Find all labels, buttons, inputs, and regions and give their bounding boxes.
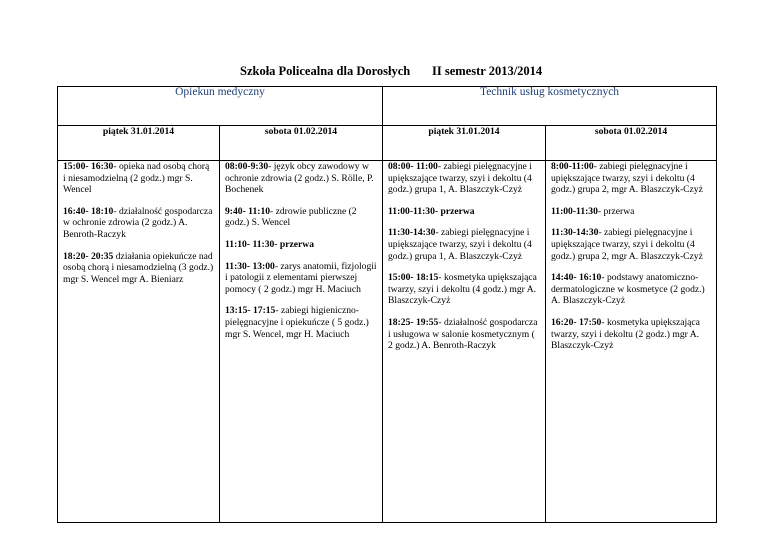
entry-text: - zabiegi pielęgnacyjne i upiększające twarzy, szyi i dekoltu (4 godz.) grupa 1, A. Blaszczyk-Czyż bbox=[388, 227, 532, 262]
entry-time: 11:30-14:30 bbox=[388, 227, 436, 239]
day-header: piątek 31.01.2014 bbox=[58, 126, 220, 161]
entry-time: 15:00- 16:30 bbox=[63, 161, 114, 172]
program-row bbox=[58, 87, 717, 126]
entry-time: 08:00-9:30 bbox=[225, 161, 269, 172]
day-header: sobota 01.02.2014 bbox=[546, 126, 717, 161]
schedule-entry bbox=[388, 227, 540, 262]
entry-time: 11:30- 13:00 bbox=[225, 260, 275, 272]
program-header-kosmetyka: Technik usług kosmetycznych bbox=[383, 87, 717, 126]
school-title: Szkoła Policealna dla Dorosłych bbox=[240, 64, 411, 78]
entry-time: 15:00- 18:15 bbox=[388, 272, 439, 284]
entry-time: 16:20- 17:50 bbox=[551, 316, 602, 328]
schedule-entry bbox=[63, 161, 214, 196]
schedule-cell bbox=[383, 161, 546, 523]
entry-text: - podstawy anatomiczno- dermatologiczne w kosmetyce (2 godz.) A. Blaszczyk-Czyż bbox=[551, 272, 705, 307]
schedule-table bbox=[57, 86, 717, 523]
entry-time: 9:40- 11:10 bbox=[225, 205, 271, 217]
schedule-entry bbox=[388, 272, 540, 307]
schedule-entry bbox=[388, 161, 540, 196]
entry-text: - kosmetyka upiększająca twarzy, szyi i dekoltu (2 godz.) mgr A. Blaszczyk-Czyż bbox=[551, 316, 700, 352]
entry-time: 14:40- 16:10 bbox=[551, 272, 602, 284]
entry-text: - zabiegi pielęgnacyjne i upiększające twarzy, szyi i dekoltu (4 godz.) grupa 2, mgr A. Blaszczyk-Czyż bbox=[551, 227, 703, 262]
entry-text: - zdrowie publiczne (2 godz.) S. Wencel bbox=[225, 205, 357, 229]
document-header bbox=[0, 64, 768, 80]
entry-text: - działalność gospodarcza w ochronie zdrowia (2 godz.) A. Benroth-Raczyk bbox=[63, 205, 213, 240]
schedule-entry bbox=[551, 206, 711, 218]
schedule-entry bbox=[225, 206, 377, 229]
semester-label: II semestr 2013/2014 bbox=[432, 64, 543, 78]
entry-time: 18:20- 20:35 bbox=[63, 250, 114, 262]
schedule-cell bbox=[58, 161, 220, 523]
entry-time: 11:30-14:30 bbox=[551, 227, 599, 239]
program-header-opiekun: Opiekun medyczny bbox=[58, 87, 383, 126]
day-header: sobota 01.02.2014 bbox=[220, 126, 383, 161]
entry-text: - zabiegi pielęgnacyjne i upiększające twarzy, szyi i dekoltu (4 godz.) grupa 1, A. Blaszczyk-Czyż bbox=[388, 161, 532, 196]
schedule-entry bbox=[225, 305, 377, 340]
schedule-entry bbox=[225, 261, 377, 296]
day-header: piątek 31.01.2014 bbox=[383, 126, 546, 161]
entry-text: - język obcy zawodowy w ochronie zdrowia (2 godz.) S. Rölle, P. Bochenek bbox=[225, 161, 374, 196]
schedule-entry bbox=[551, 317, 711, 352]
schedule-entry bbox=[63, 251, 214, 286]
days-row bbox=[58, 126, 717, 161]
schedule-entry bbox=[551, 161, 711, 196]
entry-time: 13:15- 17:15 bbox=[225, 305, 276, 317]
schedule-cell bbox=[546, 161, 717, 523]
content-row bbox=[58, 161, 717, 523]
entry-text: - przerwa bbox=[597, 205, 635, 217]
entry-text: działania opiekuńcze nad osobą chorą i niesamodzielną (3 godz.) mgr S. Wencel mgr A. Bieniarz bbox=[63, 250, 214, 285]
entry-time: 11:00-11:30 bbox=[551, 205, 598, 217]
entry-time: 18:25- 19:55 bbox=[388, 316, 439, 328]
entry-text: - kosmetyka upiększająca twarzy, szyi i dekoltu (4 godz.) mgr A. Blaszczyk-Czyż bbox=[388, 272, 537, 307]
entry-time: 16:40- 18:10 bbox=[63, 205, 114, 217]
schedule-entry bbox=[551, 272, 711, 307]
entry-text: - zabiegi higieniczno-pielęgnacyjne i opiekuńcze ( 5 godz.) mgr S. Wencel, mgr H. Maciuch bbox=[225, 305, 369, 340]
schedule-entry bbox=[63, 206, 214, 241]
entry-text: - działalność gospodarcza i usługowa w salonie kosmetycznym ( 2 godz.) A. Benroth-Raczyk bbox=[388, 316, 538, 352]
entry-time: 8:00-11:00 bbox=[551, 161, 594, 172]
schedule-entry bbox=[551, 227, 711, 262]
schedule-entry bbox=[225, 239, 377, 251]
entry-time: 11:00-11:30- przerwa bbox=[388, 205, 475, 217]
entry-time: 08:00- 11:00 bbox=[388, 161, 438, 172]
schedule-entry bbox=[225, 161, 377, 196]
entry-text: - zabiegi pielęgnacyjne i upiększające twarzy, szyi i dekoltu (4 godz.) grupa 2, mgr A. Blaszczyk-Czyż bbox=[551, 161, 703, 196]
schedule-cell bbox=[220, 161, 383, 523]
entry-text: - opieka nad osobą chorą i niesamodzielną (2 godz.) mgr S. Wencel bbox=[63, 161, 210, 196]
entry-time: 11:10- 11:30- przerwa bbox=[225, 238, 314, 250]
schedule-entry bbox=[388, 206, 540, 218]
entry-text: - zarys anatomii, fizjologii i patologii z elementami pierwszej pomocy ( 2 godz.) mgr H. Maciuch bbox=[225, 260, 377, 295]
schedule-entry bbox=[388, 317, 540, 352]
